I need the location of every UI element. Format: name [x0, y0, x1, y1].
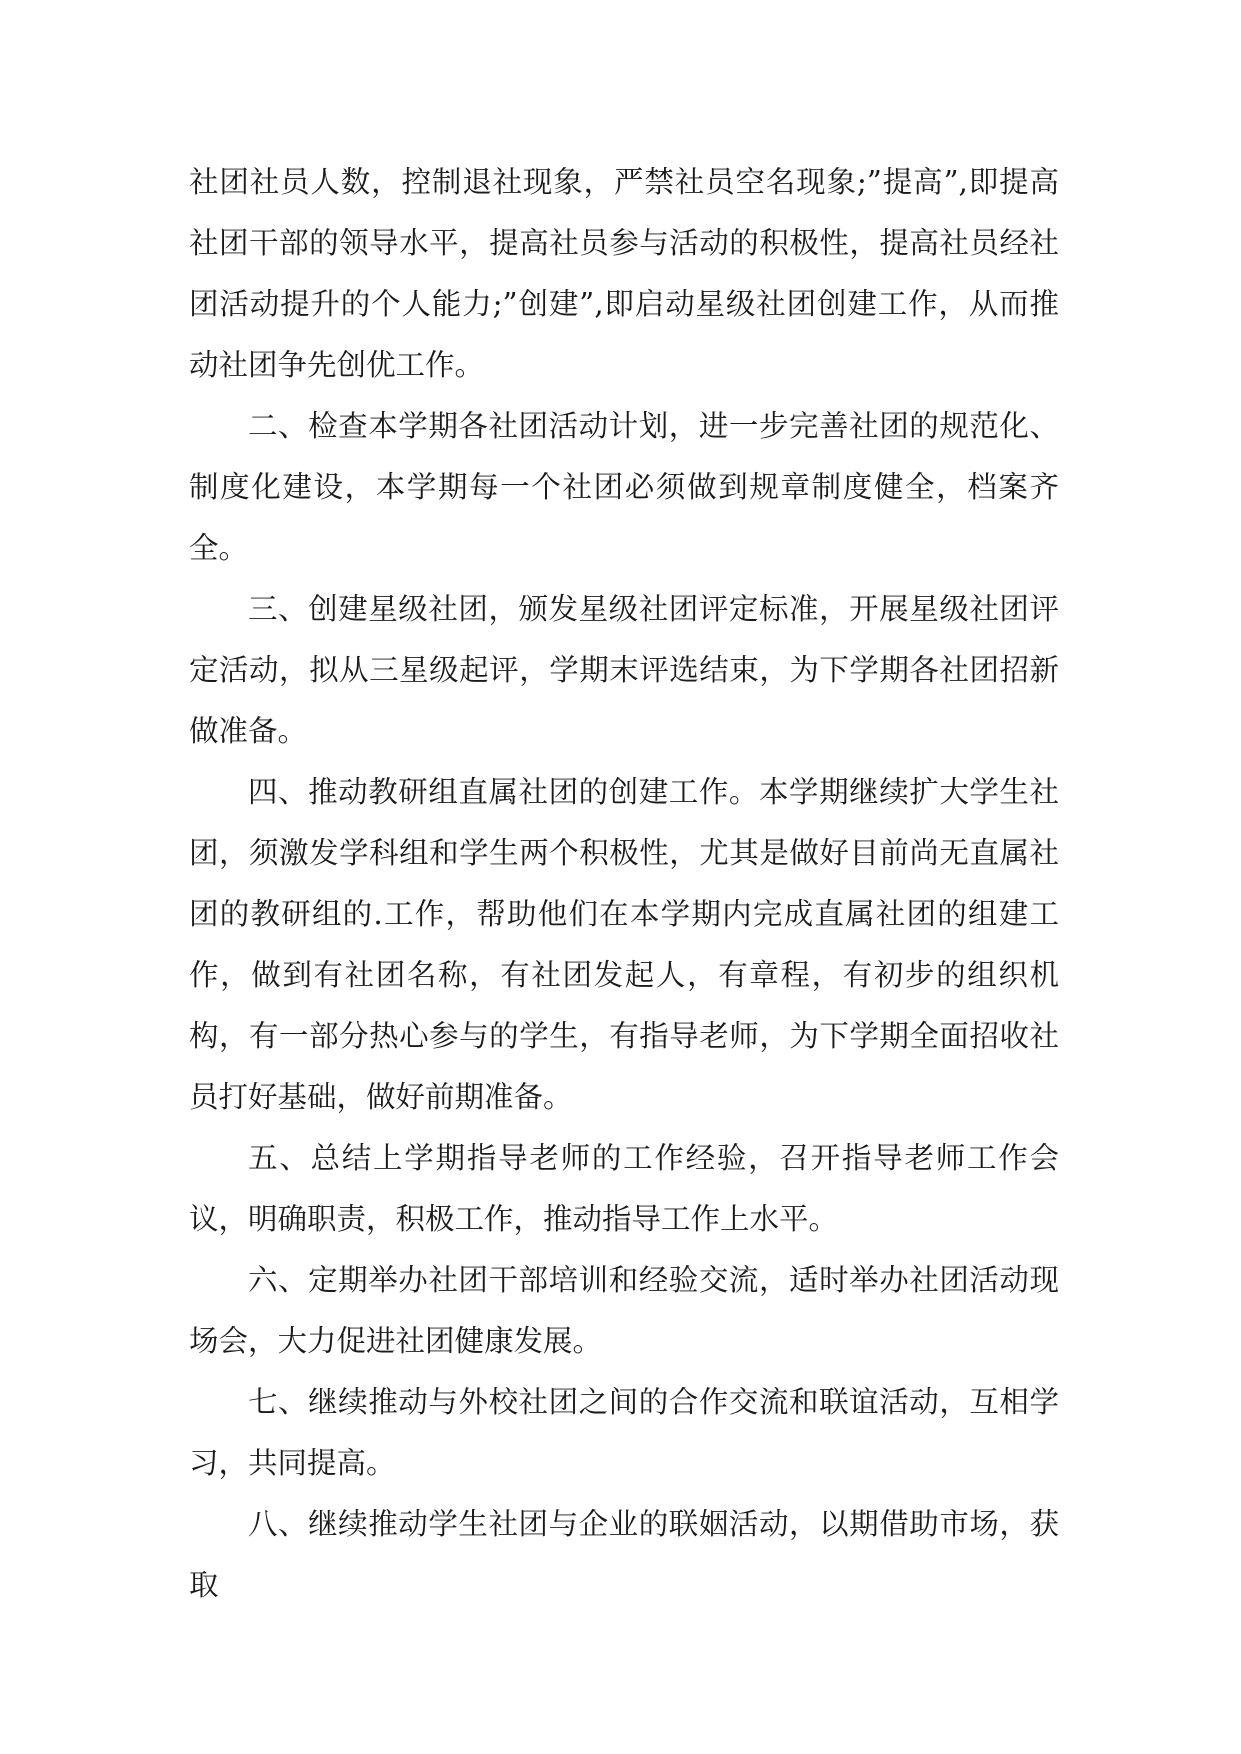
paragraph-item-6: 六、定期举办社团干部培训和经验交流，适时举办社团活动现场会，大力促进社团健康发展。 [189, 1263, 1059, 1358]
paragraph-continuation: 社团社员人数，控制退社现象，严禁社员空名现象;”提高”,即提高社团干部的领导水平，提高社员参与活动的积极性，提高社员经社团活动提升的个人能力;”创建”,即启动星级社团创建工作，从而推动社团争先创优工作。 [189, 165, 1059, 382]
paragraph-item-3: 三、创建星级社团，颁发星级社团评定标准，开展星级社团评定活动，拟从三星级起评，学期末评选结束，为下学期各社团招新做准备。 [189, 592, 1059, 748]
paragraph-item-4: 四、推动教研组直属社团的创建工作。本学期继续扩大学生社团，须激发学科组和学生两个积极性，尤其是做好目前尚无直属社团的教研组的.工作，帮助他们在本学期内完成直属社团的组建工作，做到有社团名称，有社团发起人，有章程，有初步的组织机构，有一部分热心参与的学生，有指导老师，为下学期全面招收社员打好基础，做好前期准备。 [189, 775, 1059, 1114]
paragraph-item-2: 二、检查本学期各社团活动计划，进一步完善社团的规范化、制度化建设，本学期每一个社团必须做到规章制度健全，档案齐全。 [189, 409, 1059, 565]
paragraph-item-7: 七、继续推动与外校社团之间的合作交流和联谊活动，互相学习，共同提高。 [189, 1385, 1059, 1480]
paragraph-item-8: 八、继续推动学生社团与企业的联姻活动，以期借助市场，获取 [189, 1507, 1059, 1602]
paragraph-item-5: 五、总结上学期指导老师的工作经验，召开指导老师工作会议，明确职责，积极工作，推动指导工作上水平。 [189, 1141, 1059, 1236]
document-body [189, 152, 1059, 1616]
